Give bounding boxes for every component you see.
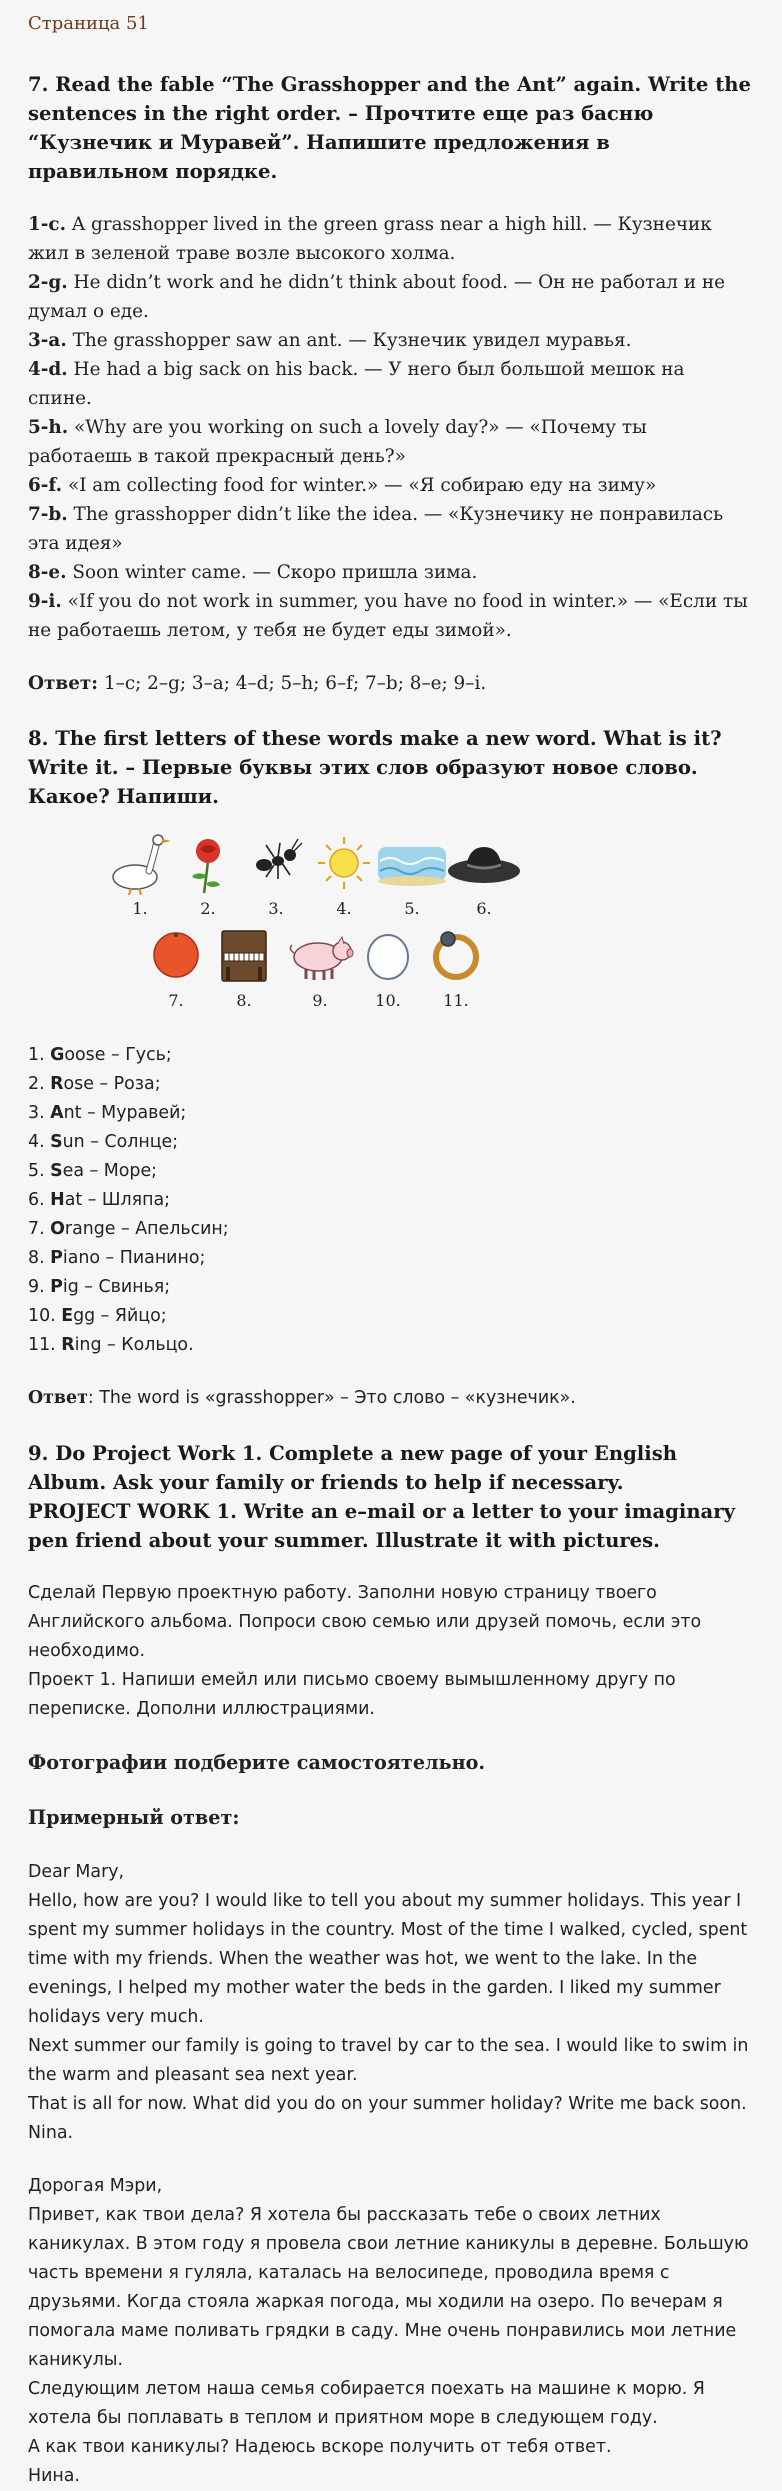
letter-line: Нина.: [28, 2466, 80, 2486]
word-item: 9. Pig – Свинья;: [28, 1277, 171, 1297]
pictures-row-2: [28, 923, 754, 1015]
task7-line: 9-i. «If you do not work in summer, you have no food in winter.» — «Если ты не работаешь летом, у тебя не будет еды зимой».: [28, 591, 748, 641]
task7-title: 7. Read the fable “The Grasshopper and the Ant” again. Write the sentences in the right order. – Прочтите еще раз басню “Кузнечик и Муравей”. Напишите предложения в правильном порядке.: [28, 73, 751, 183]
task9-title-line-2: PROJECT WORK 1. Write an e–mail or a letter to your imaginary pen friend about your summer. Illustrate it with pictures.: [28, 1500, 735, 1552]
picture-number: 8.: [236, 991, 252, 1010]
task7-line: 4-d. He had a big sack on his back. — У него был большой мешок на спине.: [28, 359, 685, 409]
translation-paragraph: Сделай Первую проектную работу. Заполни новую страницу твоего Английского альбома. Попроси свою семью или друзей помочь, если это необходимо.: [28, 1583, 702, 1661]
picture-number: 2.: [200, 899, 216, 918]
task7-line: 8-e. Soon winter came. — Скоро пришла зима.: [28, 562, 478, 583]
letter-russian: [28, 2172, 754, 2491]
picture-number: 7.: [168, 991, 184, 1010]
word-item: 11. Ring – Кольцо.: [28, 1335, 194, 1355]
letter-line: Nina.: [28, 2123, 74, 2143]
egg-icon: [358, 923, 418, 989]
sun-icon: [312, 831, 376, 897]
letter-line: Dear Mary,: [28, 1862, 125, 1882]
picture-8: [204, 923, 284, 1010]
letter-line: А как твои каникулы? Надеюсь вскоре получить от тебя ответ.: [28, 2437, 612, 2457]
word-item: 5. Sea – Море;: [28, 1161, 158, 1181]
pictures-row-1: [28, 831, 754, 923]
ring-icon: [426, 923, 486, 989]
word-item: 3. Ant – Муравей;: [28, 1103, 187, 1123]
picture-number: 10.: [375, 991, 401, 1010]
word-item: 4. Sun – Солнце;: [28, 1132, 179, 1152]
rose-icon: [178, 831, 238, 897]
task8-word-list: [28, 1041, 754, 1360]
letter-line: Next summer our family is going to travel by car to the sea. I would like to swim in the warm and pleasant sea next year.: [28, 2036, 749, 2085]
piano-icon: [214, 923, 274, 989]
task7-line: 3-a. The grasshopper saw an ant. — Кузнечик увидел муравья.: [28, 330, 632, 351]
task7-answer: Ответ: 1–c; 2–g; 3–a; 4–d; 5–h; 6–f; 7–b; 8–e; 9–i.: [28, 673, 487, 694]
ant-icon: [246, 831, 306, 897]
task7-line: 6-f. «I am collecting food for winter.» — «Я собираю еду на зиму»: [28, 475, 657, 496]
page-number-label: Страница 51: [28, 13, 149, 34]
task8-title: 8. The first letters of these words make a new word. What is it? Write it. – Первые буквы этих слов образуют новое слово. Какое? Напиши.: [28, 727, 722, 808]
picture-6: [444, 831, 524, 918]
hat-icon: [444, 831, 524, 897]
picture-number: 6.: [476, 899, 492, 918]
letter-line: Привет, как твои дела? Я хотела бы рассказать тебе о своих летних каникулах. В этом году я провела свои летние каникулы в деревне. Большую часть времени я гуляла, каталась на велосипеде, проводила время с друзьями. Когда стояла жаркая погода, мы ходили на озеро. По вечерам я помогала маме поливать грядки в саду. Мне очень понравились мои летние каникулы.: [28, 2205, 749, 2370]
task9-title-line-1: 9. Do Project Work 1. Complete a new page of your English Album. Ask your family or friends to help if necessary.: [28, 1442, 677, 1494]
word-item: 2. Rose – Роза;: [28, 1074, 161, 1094]
task7-line: 5-h. «Why are you working on such a lovely day?» — «Почему ты работаешь в такой прекрасный день?»: [28, 417, 647, 467]
word-item: 7. Orange – Апельсин;: [28, 1219, 229, 1239]
letter-line: Следующим летом наша семья собирается поехать на машине к морю. Я хотела бы поплавать в теплом и приятном море в следующем году.: [28, 2379, 705, 2428]
picture-number: 5.: [404, 899, 420, 918]
letter-line: That is all for now. What did you do on your summer holiday? Write me back soon.: [28, 2094, 747, 2114]
sea-icon: [374, 831, 450, 897]
task8-answer: Ответ: The word is «grasshopper» – Это слово – «кузнечик».: [28, 1388, 576, 1408]
picture-number: 11.: [443, 991, 469, 1010]
translation-paragraph: Проект 1. Напиши емейл или письмо своему вымышленному другу по переписке. Дополни иллюстрациями.: [28, 1670, 676, 1719]
picture-number: 3.: [268, 899, 284, 918]
task7-line: 7-b. The grasshopper didn’t like the idea. — «Кузнечику не понравилась эта идея»: [28, 504, 724, 554]
word-item: 1. Goose – Гусь;: [28, 1045, 172, 1065]
goose-icon: [105, 831, 175, 897]
letter-english: [28, 1858, 754, 2148]
sample-answer-label: Примерный ответ:: [28, 1806, 240, 1829]
orange-icon: [146, 923, 206, 989]
word-item: 8. Piano – Пианино;: [28, 1248, 206, 1268]
picture-11: [416, 923, 496, 1010]
task7-line: 2-g. He didn’t work and he didn’t think about food. — Он не работал и не думал о еде.: [28, 272, 726, 322]
task7-line: 1-c. A grasshopper lived in the green grass near a high hill. — Кузнечик жил в зеленой траве возле высокого холма.: [28, 214, 712, 264]
letter-line: Дорогая Мэри,: [28, 2176, 163, 2196]
word-item: 10. Egg – Яйцо;: [28, 1306, 167, 1326]
picture-number: 1.: [132, 899, 148, 918]
picture-5: [372, 831, 452, 918]
task9-title: [28, 1439, 754, 1555]
photos-note: Фотографии подберите самостоятельно.: [28, 1751, 486, 1774]
task9-translation: [28, 1579, 754, 1724]
picture-number: 9.: [312, 991, 328, 1010]
letter-line: Hello, how are you? I would like to tell you about my summer holidays. This year I spent my summer holidays in the country. Most of the time I walked, cycled, spent time with my friends. When the weather was hot, we went to the lake. In the evenings, I helped my mother water the beds in the garden. I liked my summer holidays very much.: [28, 1891, 748, 2027]
picture-number: 4.: [336, 899, 352, 918]
task7-sentences: [28, 210, 754, 645]
word-item: 6. Hat – Шляпа;: [28, 1190, 170, 1210]
